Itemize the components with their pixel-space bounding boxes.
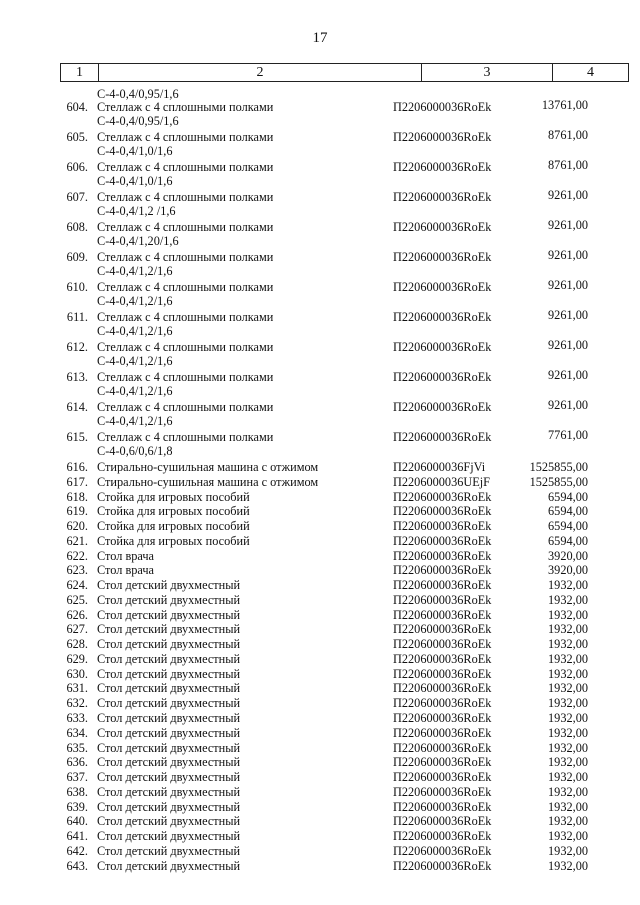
item-code: П2206000036RoEk	[393, 400, 492, 414]
item-code: П2206000036RoEk	[393, 843, 492, 858]
table-row	[0, 460, 640, 475]
item-number: 633.	[66, 711, 88, 726]
item-code: П2206000036RoEk	[393, 681, 492, 696]
item-name: Стол детский двухместный	[97, 858, 241, 873]
item-name: Стойка для игровых пособий	[97, 533, 250, 548]
item-price: 1932,00	[548, 858, 588, 873]
item-price: 9261,00	[548, 248, 588, 262]
item-number: 612.	[66, 340, 88, 354]
item-price: 1932,00	[548, 755, 588, 770]
table-row	[0, 593, 640, 608]
item-code: П2206000036RoEk	[393, 622, 492, 637]
item-code: П2206000036RoEk	[393, 250, 492, 264]
item-price: 7761,00	[548, 428, 588, 442]
table-row	[0, 280, 640, 310]
item-number: 616.	[66, 460, 88, 474]
item-spec: С-4-0,4/1,20/1,6	[97, 234, 179, 248]
item-price: 8761,00	[548, 158, 588, 172]
table-row	[0, 310, 640, 340]
item-name: Стол детский двухместный	[97, 799, 241, 814]
item-number: 628.	[66, 637, 88, 652]
item-number: 619.	[66, 504, 88, 519]
item-spec: С-4-0,4/0,95/1,6	[97, 87, 179, 101]
item-number: 623.	[66, 563, 88, 578]
item-name: Стеллаж с 4 сплошными полками	[97, 130, 274, 144]
item-code: П2206000036RoEk	[393, 696, 492, 711]
item-number: 617.	[66, 474, 88, 489]
item-price: 1932,00	[548, 607, 588, 622]
item-spec: С-4-0,4/1,2/1,6	[97, 414, 173, 428]
item-price: 1932,00	[548, 696, 588, 711]
table-row	[0, 534, 640, 549]
item-name: Стол детский двухместный	[97, 843, 241, 858]
item-code: П2206000036RoEk	[393, 799, 492, 814]
item-code: П2206000036RoEk	[393, 548, 492, 563]
item-spec: С-4-0,4/1,0/1,6	[97, 174, 173, 188]
item-name: Стол детский двухместный	[97, 607, 241, 622]
item-name: Стол детский двухместный	[97, 829, 241, 844]
item-price: 1932,00	[548, 651, 588, 666]
item-name: Стол детский двухместный	[97, 725, 241, 740]
item-name: Стол детский двухместный	[97, 666, 241, 681]
item-number: 632.	[66, 696, 88, 711]
item-code: П2206000036RoEk	[393, 190, 492, 204]
item-price: 1932,00	[548, 829, 588, 844]
item-number: 630.	[66, 666, 88, 681]
item-spec: С-4-0,4/1,0/1,6	[97, 144, 173, 158]
item-name: Стойка для игровых пособий	[97, 519, 250, 534]
item-name: Стол детский двухместный	[97, 814, 241, 829]
item-name: Стеллаж с 4 сплошными полками	[97, 310, 274, 324]
item-code: П2206000036RoEk	[393, 430, 492, 444]
item-price: 1932,00	[548, 637, 588, 652]
table-row	[0, 859, 640, 874]
table-row	[0, 504, 640, 519]
item-name: Стол детский двухместный	[97, 740, 241, 755]
table-row	[0, 814, 640, 829]
item-code: П2206000036UEjF	[393, 474, 491, 489]
table-row	[0, 340, 640, 370]
item-price: 1932,00	[548, 770, 588, 785]
item-price: 1932,00	[548, 740, 588, 755]
table-row	[0, 800, 640, 815]
item-code: П2206000036RoEk	[393, 160, 492, 174]
item-name: Стеллаж с 4 сплошными полками	[97, 220, 274, 234]
item-price: 8761,00	[548, 128, 588, 142]
item-number: 634.	[66, 725, 88, 740]
table-row	[0, 519, 640, 534]
item-price: 1932,00	[548, 711, 588, 726]
item-code: П2206000036RoEk	[393, 711, 492, 726]
item-number: 613.	[66, 370, 88, 384]
item-number: 638.	[66, 784, 88, 799]
item-name: Стеллаж с 4 сплошными полками	[97, 160, 274, 174]
table-row	[0, 430, 640, 460]
table-row	[0, 785, 640, 800]
item-code: П2206000036RoEk	[393, 725, 492, 740]
item-number: 642.	[66, 843, 88, 858]
table-header	[60, 63, 629, 82]
item-code: П2206000036RoEk	[393, 533, 492, 548]
table-row	[0, 549, 640, 564]
item-price: 1932,00	[548, 814, 588, 829]
item-price: 13761,00	[541, 98, 588, 112]
item-name: Стол детский двухместный	[97, 681, 241, 696]
item-price: 1932,00	[548, 725, 588, 740]
item-number: 604.	[66, 100, 88, 114]
item-price: 9261,00	[548, 218, 588, 232]
item-code: П2206000036RoEk	[393, 504, 492, 519]
item-code: П2206000036FjVi	[393, 460, 486, 474]
item-number: 627.	[66, 622, 88, 637]
item-number: 640.	[66, 814, 88, 829]
item-price: 6594,00	[548, 489, 588, 504]
item-code: П2206000036RoEk	[393, 563, 492, 578]
item-number: 608.	[66, 220, 88, 234]
item-number: 625.	[66, 592, 88, 607]
table-row	[0, 475, 640, 490]
item-price: 6594,00	[548, 519, 588, 534]
item-price: 1932,00	[548, 784, 588, 799]
table-row	[0, 400, 640, 430]
item-number: 620.	[66, 519, 88, 534]
table-row	[0, 563, 640, 578]
item-name: Стол детский двухместный	[97, 755, 241, 770]
item-code: П2206000036RoEk	[393, 829, 492, 844]
item-price: 1525855,00	[529, 460, 588, 474]
item-spec: С-4-0,4/1,2/1,6	[97, 324, 173, 338]
item-name: Стеллаж с 4 сплошными полками	[97, 280, 274, 294]
item-price: 1932,00	[548, 843, 588, 858]
item-price: 1932,00	[548, 592, 588, 607]
item-number: 624.	[66, 578, 88, 593]
table-row	[0, 637, 640, 652]
item-code: П2206000036RoEk	[393, 340, 492, 354]
item-name: Стеллаж с 4 сплошными полками	[97, 340, 274, 354]
item-name: Стеллаж с 4 сплошными полками	[97, 430, 274, 444]
item-code: П2206000036RoEk	[393, 370, 492, 384]
item-number: 637.	[66, 770, 88, 785]
item-name: Стол детский двухместный	[97, 592, 241, 607]
table-row	[0, 130, 640, 160]
item-code: П2206000036RoEk	[393, 755, 492, 770]
item-price: 1932,00	[548, 578, 588, 593]
column-header-3: 3	[483, 65, 491, 80]
item-price: 9261,00	[548, 188, 588, 202]
table-row	[0, 755, 640, 770]
item-name: Стеллаж с 4 сплошными полками	[97, 100, 274, 114]
item-number: 609.	[66, 250, 88, 264]
item-name: Стол детский двухместный	[97, 578, 241, 593]
item-code: П2206000036RoEk	[393, 770, 492, 785]
item-number: 618.	[66, 489, 88, 504]
item-price: 6594,00	[548, 533, 588, 548]
item-price: 9261,00	[548, 398, 588, 412]
item-number: 641.	[66, 829, 88, 844]
table-row	[0, 741, 640, 756]
table-row	[0, 100, 640, 130]
item-price: 1932,00	[548, 799, 588, 814]
item-price: 6594,00	[548, 504, 588, 519]
item-number: 622.	[66, 548, 88, 563]
item-price: 3920,00	[548, 548, 588, 563]
item-code: П2206000036RoEk	[393, 130, 492, 144]
column-header-4: 4	[587, 65, 594, 80]
item-number: 636.	[66, 755, 88, 770]
item-code: П2206000036RoEk	[393, 280, 492, 294]
item-spec: С-4-0,4/1,2/1,6	[97, 384, 173, 398]
item-name: Стойка для игровых пособий	[97, 489, 250, 504]
item-number: 631.	[66, 681, 88, 696]
item-number: 607.	[66, 190, 88, 204]
column-header-1: 1	[76, 65, 83, 80]
item-price: 3920,00	[548, 563, 588, 578]
item-spec: С-4-0,4/1,2/1,6	[97, 264, 173, 278]
table-row	[0, 711, 640, 726]
item-code: П2206000036RoEk	[393, 592, 492, 607]
item-number: 643.	[66, 858, 88, 873]
table-row	[0, 770, 640, 785]
item-code: П2206000036RoEk	[393, 489, 492, 504]
item-name: Стол детский двухместный	[97, 696, 241, 711]
item-spec: С-4-0,4/1,2/1,6	[97, 294, 173, 308]
item-number: 621.	[66, 533, 88, 548]
item-spec: С-4-0,4/1,2 /1,6	[97, 204, 176, 218]
item-number: 605.	[66, 130, 88, 144]
item-name: Стол детский двухместный	[97, 711, 241, 726]
table-row	[0, 622, 640, 637]
table-row	[0, 250, 640, 280]
table-row	[0, 490, 640, 505]
item-name: Стол детский двухместный	[97, 770, 241, 785]
item-spec: С-4-0,4/1,2/1,6	[97, 354, 173, 368]
item-name: Стеллаж с 4 сплошными полками	[97, 400, 274, 414]
item-name: Стол детский двухместный	[97, 637, 241, 652]
item-number: 611.	[66, 310, 88, 324]
table-row	[0, 370, 640, 400]
item-number: 606.	[66, 160, 88, 174]
item-code: П2206000036RoEk	[393, 578, 492, 593]
item-number: 635.	[66, 740, 88, 755]
item-name: Стеллаж с 4 сплошными полками	[97, 250, 274, 264]
item-name: Стирально-сушильная машина с отжимом	[97, 474, 319, 489]
item-code: П2206000036RoEk	[393, 220, 492, 234]
item-code: П2206000036RoEk	[393, 784, 492, 799]
item-name: Стеллаж с 4 сплошными полками	[97, 370, 274, 384]
item-number: 610.	[66, 280, 88, 294]
item-code: П2206000036RoEk	[393, 666, 492, 681]
item-price: 1932,00	[548, 681, 588, 696]
item-name: Стеллаж с 4 сплошными полками	[97, 190, 274, 204]
item-name: Стойка для игровых пособий	[97, 504, 250, 519]
item-name: Стол врача	[97, 548, 155, 563]
item-price: 1525855,00	[529, 474, 588, 489]
table-row	[0, 608, 640, 623]
item-number: 629.	[66, 651, 88, 666]
table-row	[0, 667, 640, 682]
column-header-2: 2	[256, 65, 264, 80]
table-row	[0, 160, 640, 190]
item-code: П2206000036RoEk	[393, 740, 492, 755]
item-price: 9261,00	[548, 368, 588, 382]
item-name: Стол врача	[97, 563, 155, 578]
table-row	[0, 681, 640, 696]
item-price: 1932,00	[548, 622, 588, 637]
table-row	[0, 220, 640, 250]
item-code: П2206000036RoEk	[393, 519, 492, 534]
table-row	[0, 190, 640, 220]
item-number: 615.	[66, 430, 88, 444]
table-row	[0, 726, 640, 741]
item-price: 9261,00	[548, 308, 588, 322]
item-name: Стол детский двухместный	[97, 651, 241, 666]
table-body	[0, 87, 640, 873]
item-code: П2206000036RoEk	[393, 607, 492, 622]
item-name: Стол детский двухместный	[97, 784, 241, 799]
item-spec: С-4-0,4/0,95/1,6	[97, 114, 179, 128]
item-code: П2206000036RoEk	[393, 814, 492, 829]
item-number: 614.	[66, 400, 88, 414]
page-number: 17	[312, 30, 328, 46]
item-code: П2206000036RoEk	[393, 651, 492, 666]
item-number: 626.	[66, 607, 88, 622]
table-row	[0, 652, 640, 667]
table-row	[0, 696, 640, 711]
item-code: П2206000036RoEk	[393, 858, 492, 873]
table-row	[0, 829, 640, 844]
item-price: 9261,00	[548, 278, 588, 292]
item-price: 9261,00	[548, 338, 588, 352]
item-code: П2206000036RoEk	[393, 637, 492, 652]
item-code: П2206000036RoEk	[393, 310, 492, 324]
item-spec: С-4-0,6/0,6/1,8	[97, 444, 173, 458]
item-name: Стол детский двухместный	[97, 622, 241, 637]
table-row	[0, 578, 640, 593]
item-name: Стирально-сушильная машина с отжимом	[97, 460, 319, 474]
item-price: 1932,00	[548, 666, 588, 681]
item-number: 639.	[66, 799, 88, 814]
item-code: П2206000036RoEk	[393, 100, 492, 114]
table-row	[0, 844, 640, 859]
